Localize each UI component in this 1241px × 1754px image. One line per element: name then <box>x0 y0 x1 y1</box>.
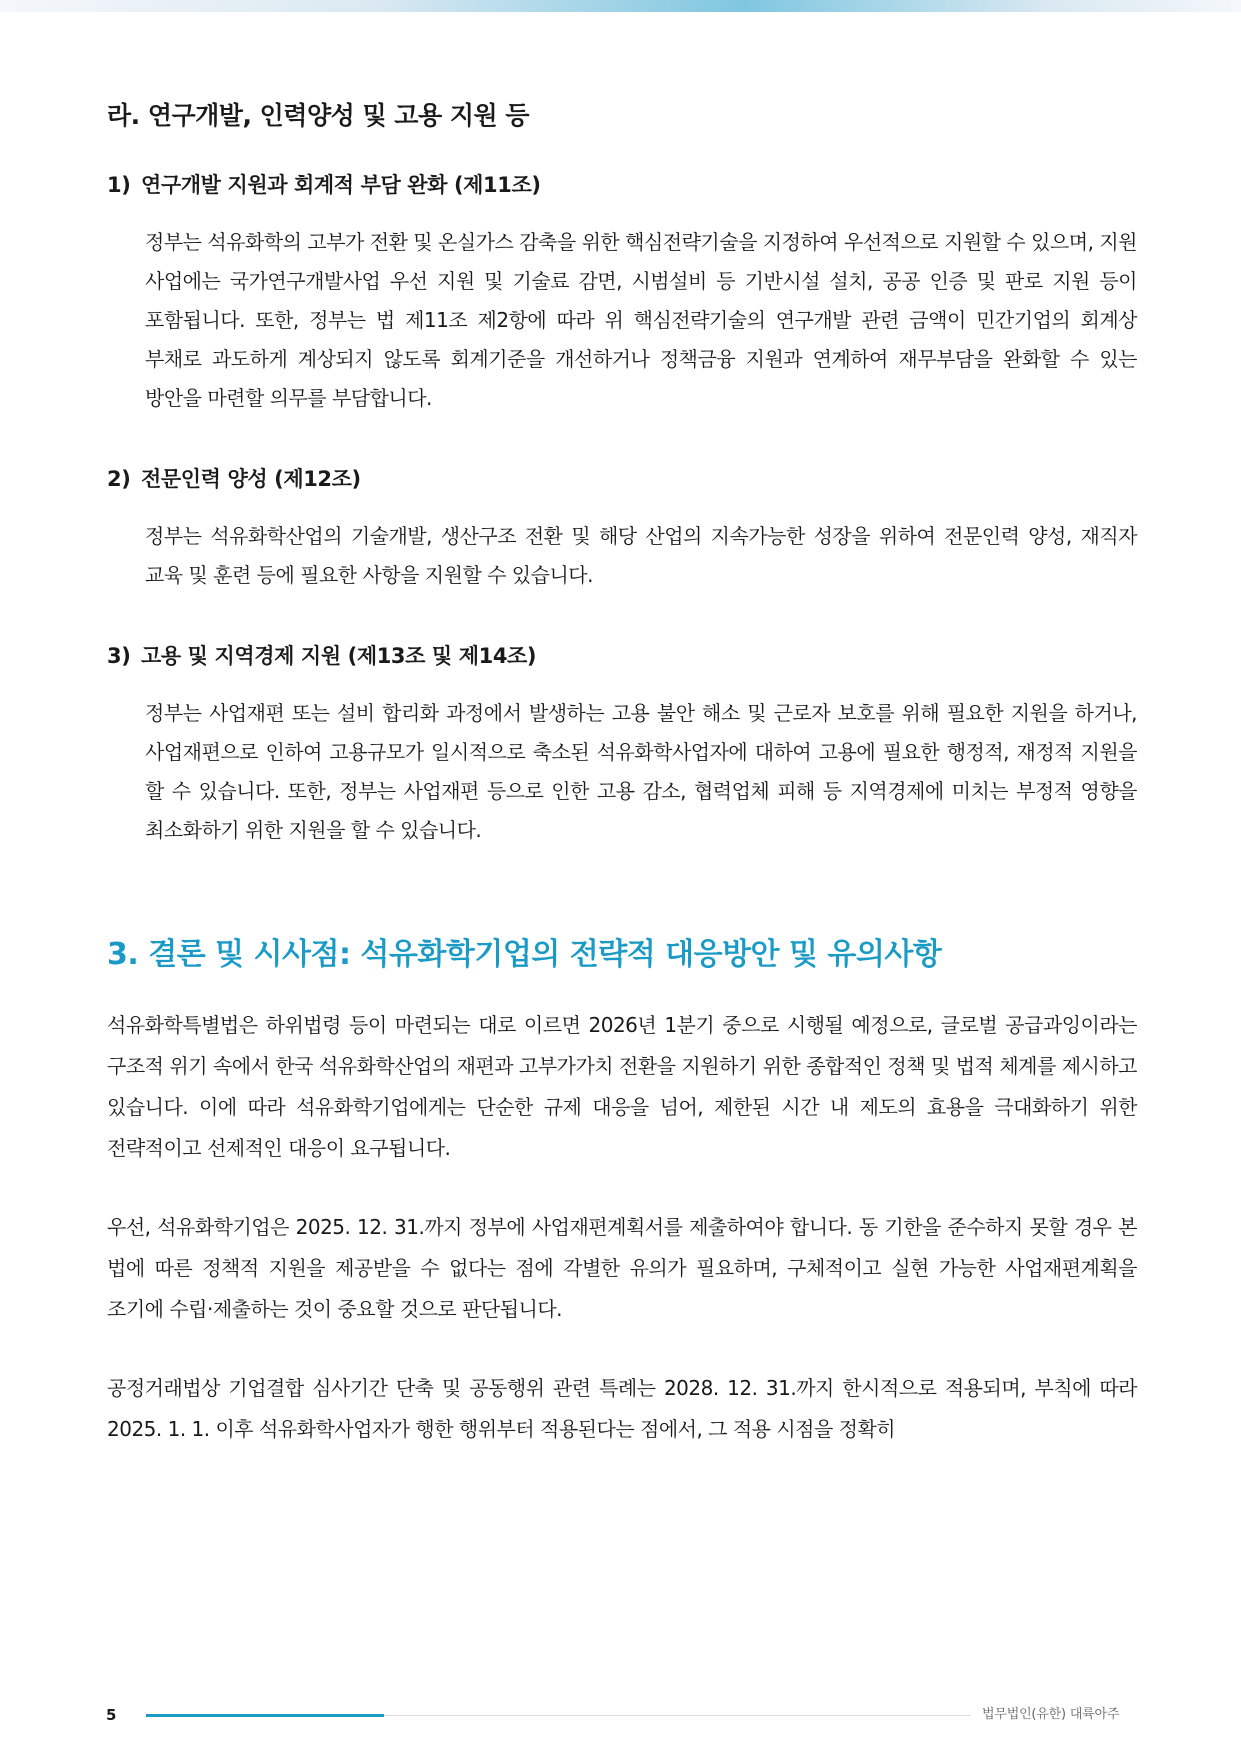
conclusion-paragraph-3: 공정거래법상 기업결합 심사기간 단축 및 공동행위 관련 특례는 2028. 12. 31.까지 한시적으로 적용되며, 부칙에 따라 2025. 1. 1. 이후 석유화학사업자가 행한 행위부터 적용된다는 점에서, 그 적용 시점을 정확히 <box>107 1376 1137 1441</box>
conclusion-paragraph-1: 석유화학특별법은 하위법령 등이 마련되는 대로 이르면 2026년 1분기 중으로 시행될 예정으로, 글로벌 공급과잉이라는 구조적 위기 속에서 한국 석유화학산업의 재편과 고부가가치 전환을 지원하기 위한 종합적인 정책 및 법적 체계를 제시하고 있습니다. 이에 따라 석유화학기업에게는 단순한 규제 대응을 넘어, 제한된 시간 내 제도의 효용을 극대화하기 위한 전략적이고 선제적인 대응이 요구됩니다. <box>107 1013 1137 1160</box>
section-ra-title: 라. 연구개발, 인력양성 및 고용 지원 등 <box>107 101 529 130</box>
subsection-2-title <box>107 463 1137 495</box>
page-footer <box>0 1700 1241 1730</box>
top-gradient-bar <box>0 0 1241 12</box>
subsection-2-body: 정부는 석유화학산업의 기술개발, 생산구조 전환 및 해당 산업의 지속가능한 성장을 위하여 전문인력 양성, 재직자 교육 및 훈련 등에 필요한 사항을 지원할 수 있습니다. <box>145 524 1137 587</box>
footer-divider-accent <box>146 1714 384 1717</box>
subsection-2-heading: 전문인력 양성 (제12조) <box>141 467 361 491</box>
subsection-2-number: 2) <box>107 467 131 491</box>
subsection-3-title <box>107 640 1137 672</box>
page-content <box>107 96 1137 1450</box>
subsection-1-number: 1) <box>107 173 131 197</box>
subsection-3-body: 정부는 사업재편 또는 설비 합리화 과정에서 발생하는 고용 불안 해소 및 근로자 보호를 위해 필요한 지원을 하거나, 사업재편으로 인하여 고용규모가 일시적으로 축소된 석유화학사업자에 대하여 고용에 필요한 행정적, 재정적 지원을 할 수 있습니다. 또한, 정부는 사업재편 등으로 인한 고용 감소, 협력업체 피해 등 지역경제에 미치는 부정적 영향을 최소화하기 위한 지원을 할 수 있습니다. <box>145 701 1137 842</box>
section-3-heading: 3. 결론 및 시사점: 석유화학기업의 전략적 대응방안 및 유의사항 <box>107 937 942 972</box>
subsection-1-body: 정부는 석유화학의 고부가 전환 및 온실가스 감축을 위한 핵심전략기술을 지정하여 우선적으로 지원할 수 있으며, 지원 사업에는 국가연구개발사업 우선 지원 및 기술료 감면, 시범설비 등 기반시설 설치, 공공 인증 및 판로 지원 등이 포함됩니다. 또한, 정부는 법 제11조 제2항에 따라 위 핵심전략기술의 연구개발 관련 금액이 민간기업의 회계상 부채로 과도하게 계상되지 않도록 회계기준을 개선하거나 정책금융 지원과 연계하여 재무부담을 완화할 수 있는 방안을 마련할 의무를 부담합니다. <box>145 230 1137 410</box>
subsection-1-title <box>107 169 1137 201</box>
page-number: 5 <box>106 1706 117 1724</box>
subsection-3-number: 3) <box>107 644 131 668</box>
subsection-3-heading: 고용 및 지역경제 지원 (제13조 및 제14조) <box>141 644 537 668</box>
conclusion-paragraph-2: 우선, 석유화학기업은 2025. 12. 31.까지 정부에 사업재편계획서를 제출하여야 합니다. 동 기한을 준수하지 못할 경우 본 법에 따른 정책적 지원을 제공받을 수 없다는 점에 각별한 유의가 필요하며, 구체적이고 실현 가능한 사업재편계획을 조기에 수립·제출하는 것이 중요할 것으로 판단됩니다. <box>107 1215 1137 1321</box>
firm-name: 법무법인(유한) 대륙아주 <box>982 1707 1120 1722</box>
subsection-1-heading: 연구개발 지원과 회계적 부담 완화 (제11조) <box>141 173 541 197</box>
